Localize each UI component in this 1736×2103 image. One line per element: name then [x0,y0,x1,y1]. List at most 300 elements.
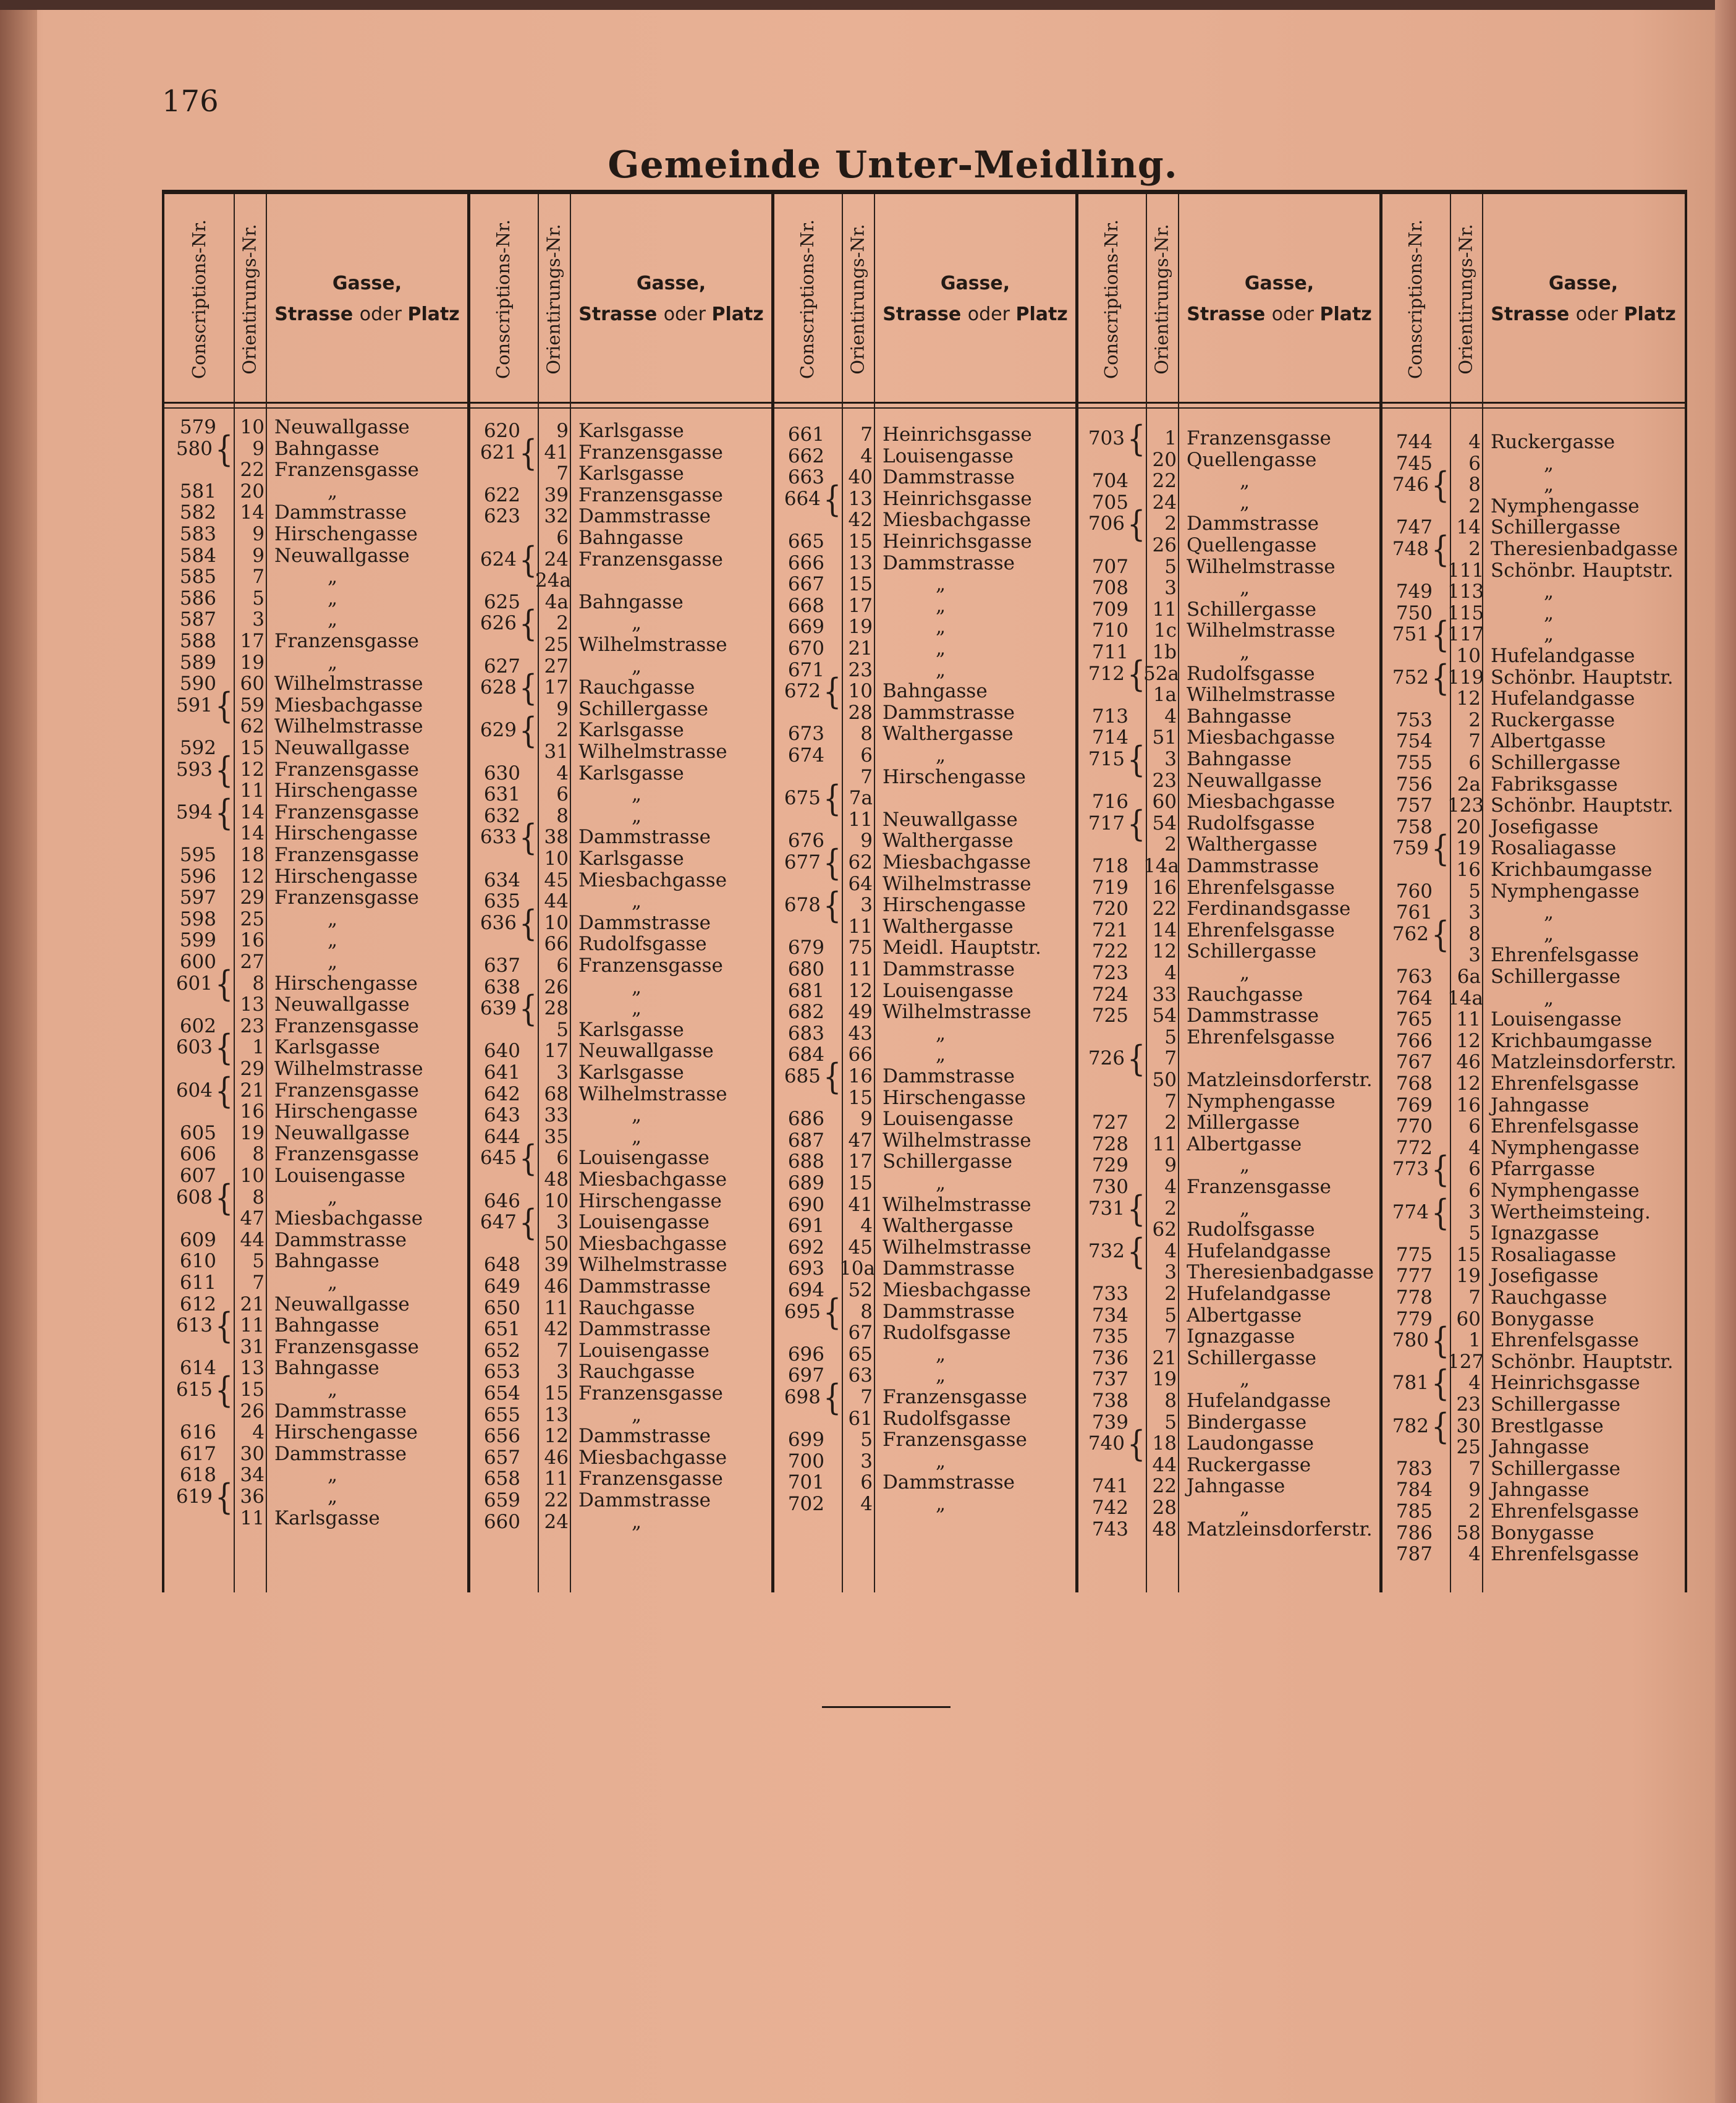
street-name: „ [936,637,946,660]
column-divider [1146,194,1147,1592]
street-name: Franzensgasse [274,886,419,909]
orientation-number: 63 [848,1364,873,1387]
street-name: Nymphengasse [1187,1090,1336,1113]
orientation-number: 8 [252,972,265,995]
orientation-number: 127 [1447,1350,1484,1373]
orientation-number: 50 [1152,1069,1177,1091]
orientation-number: 11 [848,958,873,980]
street-name: Jahngasse [1491,1094,1590,1116]
street-name: Schillergasse [1491,516,1620,539]
orientation-number: 62 [240,715,265,738]
table-row [773,1493,1077,1515]
brace-glyph: { [1431,528,1450,570]
table-row [1077,1455,1381,1476]
orientation-number: 50 [544,1232,569,1255]
conscription-number: 665 [787,530,824,553]
table-row [164,481,468,502]
conscription-number: 752 [1392,666,1429,689]
street-name: Dammstrasse [578,1275,711,1298]
table-row [468,741,773,762]
conscription-number: 786 [1395,1521,1433,1544]
table-row [164,673,468,694]
street-name: Franzensgasse [578,1468,723,1490]
orientation-number: 45 [848,1236,873,1259]
table-row [468,1361,773,1382]
street-name: Louisengasse [578,1147,709,1170]
orientation-number: 5 [1164,1411,1177,1434]
conscription-number: 769 [1395,1094,1433,1116]
header-platz: Platz [1015,304,1068,325]
header-street [570,198,773,401]
orientation-number: 113 [1447,580,1484,603]
table-row [1077,1519,1381,1540]
street-name: Franzensgasse [578,1382,723,1404]
table-row [773,884,1077,926]
street-name: Hirschengasse [578,1189,722,1212]
conscription-number: 708 [1091,577,1128,600]
conscription-number: 603 [176,1036,213,1059]
header-street [1178,198,1381,401]
conscription-number: 715 [1088,748,1125,770]
orientation-number: 8 [1468,474,1481,496]
conscription-number: 741 [1091,1475,1128,1498]
conscription-number: 678 [784,894,821,917]
header-street [266,198,468,401]
orientation-number: 2 [1164,1283,1177,1305]
brace-glyph: { [1431,613,1450,656]
table-row [773,446,1077,467]
brace-glyph: { [215,962,234,1005]
conscription-number: 664 [784,487,821,510]
orientation-number: 6 [1468,1179,1481,1202]
brace-glyph: { [1127,1230,1146,1272]
conscription-number: 625 [483,590,520,613]
table-row [1381,988,1685,1009]
street-name: „ [936,658,946,681]
orientation-number: 16 [1456,859,1481,881]
conscription-number: 781 [1392,1372,1429,1395]
orientation-number: 15 [848,1172,873,1194]
conscription-number: 632 [483,804,520,827]
table-row [1381,1544,1685,1565]
conscription-number: 724 [1091,983,1128,1006]
conscription-number: 699 [787,1429,824,1451]
brace-glyph: { [215,684,234,726]
street-name: Schillergasse [1491,752,1620,774]
orientation-number: 11 [240,1314,265,1337]
street-name: „ [328,951,338,973]
conscription-number: 622 [483,483,520,506]
table-row [1381,517,1685,538]
table-row [164,844,468,865]
orientation-number: 8 [252,1143,265,1166]
table-row [164,1464,468,1485]
street-name: „ [328,1272,338,1294]
table-row [773,595,1077,616]
brace-glyph: { [1431,913,1450,955]
street-name: Nymphengasse [1491,880,1640,903]
orientation-number: 21 [240,1079,265,1102]
brace-glyph: { [519,902,538,944]
table-row [773,1451,1077,1472]
conscription-number: 608 [176,1186,213,1209]
conscription-number: 611 [179,1272,216,1294]
table-row [1381,859,1685,880]
street-name: „ [328,1464,338,1487]
brace-glyph: { [215,1476,234,1518]
table-row [468,902,773,944]
table-row [164,1294,468,1315]
conscription-number: 685 [784,1065,821,1087]
block-divider [1075,194,1078,1592]
conscription-number: 679 [787,937,824,959]
orientation-number: 19 [1456,837,1481,860]
table-row [773,702,1077,723]
orientation-number: 6 [860,744,873,767]
orientation-number: 2 [1468,1500,1481,1523]
orientation-number: 17 [240,630,265,652]
header-street-line2 [274,299,460,330]
street-name: Franzensgasse [274,1143,419,1166]
table-row [164,524,468,545]
street-name: Rauchgasse [1491,1286,1607,1309]
conscription-number: 761 [1395,901,1433,924]
conscription-number: 587 [179,608,216,631]
street-name: Rauchgasse [578,1296,695,1319]
street-name: Theresienbadgasse [1187,1261,1374,1284]
conscription-number: 634 [483,869,520,891]
conscription-number: 619 [176,1485,213,1508]
orientation-number: 6 [860,1471,873,1494]
street-name: Louisengasse [1491,1008,1622,1031]
brace-glyph: { [1431,1319,1450,1361]
table-row [773,1365,1077,1386]
table-row [773,467,1077,488]
brace-glyph: { [519,666,538,708]
orientation-number: 39 [544,1254,569,1277]
orientation-number: 8 [860,1300,873,1323]
conscription-number: 706 [1088,512,1125,535]
brace-glyph: { [823,1376,842,1418]
orientation-number: 9 [1468,1479,1481,1502]
brace-glyph: { [519,816,538,859]
conscription-number: 660 [483,1510,520,1533]
orientation-number: 2 [556,612,569,635]
street-name: Bahngasse [1187,748,1292,770]
conscription-number: 754 [1395,730,1433,753]
street-name: Karlsgasse [578,1018,684,1041]
brace-glyph: { [519,538,538,580]
table-row [773,767,1077,788]
orientation-number: 18 [1152,1432,1177,1455]
table-row [468,763,773,784]
table-row [468,870,773,891]
orientation-number: 4 [1468,1543,1481,1566]
table-row [164,631,468,652]
table-row [468,634,773,655]
table-row [1077,1005,1381,1026]
street-name: „ [632,975,642,998]
orientation-number: 25 [544,634,569,656]
orientation-number: 13 [848,487,873,510]
conscription-number: 730 [1091,1176,1128,1198]
conscription-number: 638 [483,975,520,998]
conscription-number: 668 [787,594,824,617]
street-name: Franzensgasse [274,630,419,652]
conscription-number: 661 [787,423,824,446]
conscription-number: 640 [483,1040,520,1063]
conscription-number: 777 [1395,1265,1433,1288]
street-name: Schillergasse [1491,1393,1620,1416]
table-row [1381,645,1685,666]
orientation-number: 24 [544,1510,569,1533]
table-row [1381,966,1685,987]
street-name: Karlsgasse [578,848,684,870]
street-name: Miesbachgasse [578,1232,727,1255]
orientation-number: 49 [848,1001,873,1024]
conscription-number: 712 [1088,662,1125,685]
orientation-number: 119 [1447,666,1484,689]
conscription-number: 772 [1395,1136,1433,1159]
table-row [1381,496,1685,517]
orientation-number: 16 [848,1065,873,1087]
orientation-number: 47 [240,1207,265,1230]
orientation-number: 15 [544,1382,569,1404]
orientation-number: 15 [848,530,873,553]
table-row [468,987,773,1029]
street-name: Dammstrasse [274,1442,407,1465]
column-divider [570,194,571,1592]
conscription-number: 586 [179,587,216,610]
page-top-edge [0,0,1736,10]
street-name: Bahngasse [274,1250,379,1273]
table-row [1077,856,1381,877]
orientation-number: 5 [252,1250,265,1273]
table-row [468,420,773,441]
street-name: „ [1544,474,1554,496]
conscription-number: 616 [179,1421,216,1444]
orientation-number: 33 [1152,983,1177,1006]
street-name: Neuwallgasse [274,1293,410,1315]
street-name: Bonygasse [1491,1307,1594,1330]
street-name: Rosaliagasse [1491,1243,1617,1266]
orientation-number: 28 [848,701,873,724]
orientation-number: 9 [1164,1154,1177,1177]
conscription-number: 610 [179,1250,216,1273]
street-name: Schönbr. Hauptstr. [1491,1350,1674,1373]
street-name: Dammstrasse [578,1425,711,1448]
table-row [468,1233,773,1254]
conscription-number: 773 [1392,1158,1429,1181]
orientation-number: 16 [240,929,265,952]
orientation-number: 66 [848,1043,873,1066]
street-name: Dammstrasse [1187,1005,1319,1027]
street-name: „ [328,907,338,930]
street-name: Theresienbadgasse [1491,538,1678,560]
street-name: Louisengasse [883,444,1014,467]
conscription-number: 670 [787,637,824,660]
orientation-number: 2a [1457,773,1481,796]
street-name: Schillergasse [1187,598,1316,621]
table-row [773,424,1077,445]
table-row [773,1194,1077,1215]
table-row [773,509,1077,530]
conscription-number: 702 [787,1493,824,1515]
conscription-number: 647 [480,1211,517,1234]
orientation-number: 9 [556,697,569,720]
street-name: „ [1240,1154,1250,1177]
street-name: „ [936,1364,946,1387]
street-name: Ehrenfelsgasse [1491,944,1639,967]
table-row [164,909,468,930]
column-divider [1178,194,1179,1592]
table-row [1077,1369,1381,1390]
conscription-number: 757 [1395,794,1433,817]
conscription-number: 604 [176,1079,213,1102]
conscription-number: 666 [787,551,824,574]
header-platz: Platz [711,304,764,325]
street-name: Wertheimsteing. [1491,1200,1651,1223]
street-name: Louisengasse [883,1108,1014,1131]
orientation-number: 54 [1152,1005,1177,1027]
orientation-number: 6 [1468,1115,1481,1138]
street-name: „ [936,744,946,767]
book-binding [0,0,37,2103]
street-name: Franzensgasse [274,758,419,781]
table-row [773,1023,1077,1044]
street-name: Miesbachgasse [883,509,1031,532]
street-name: Ehrenfelsgasse [1187,1026,1335,1048]
brace-glyph: { [823,478,842,520]
street-name: Wilhelmstrasse [274,715,423,738]
table-row [164,588,468,609]
table-row [773,809,1077,830]
conscription-number: 605 [179,1121,216,1144]
table-row [1381,795,1685,816]
street-name: Hufelandgasse [1491,645,1635,667]
orientation-number: 9 [252,437,265,460]
conscription-number: 641 [483,1061,520,1084]
table-row [773,1322,1077,1343]
table-row [773,1258,1077,1279]
street-name: Hufelandgasse [1187,1239,1331,1262]
table-row [1381,1095,1685,1116]
conscription-number: 743 [1091,1518,1128,1540]
orientation-number: 7 [252,1272,265,1294]
conscription-number: 705 [1091,491,1128,514]
table-row [1381,431,1685,452]
header-oder: oder [1271,304,1320,325]
street-name: Heinrichsgasse [1491,1372,1640,1395]
orientation-number: 7 [1468,1457,1481,1480]
table-row [1381,1319,1685,1361]
header-strasse: Strasse [1187,304,1272,325]
street-name: Ehrenfelsgasse [1187,919,1335,941]
street-name: Dammstrasse [883,1300,1015,1323]
table-row [164,866,468,887]
orientation-number: 7 [1468,1286,1481,1309]
orientation-number: 11 [240,780,265,802]
street-name: Ehrenfelsgasse [1491,1500,1639,1523]
orientation-number: 11 [1152,598,1177,621]
orientation-number: 10 [544,1189,569,1212]
conscription-number: 639 [480,997,517,1020]
street-name: Miesbachgasse [1187,726,1336,749]
table-row [164,545,468,566]
conscription-number: 598 [179,907,216,930]
table-row [1077,620,1381,641]
street-name: Wilhelmstrasse [578,634,727,656]
street-name: Franzensgasse [274,1335,419,1358]
street-name: Franzensgasse [578,441,723,464]
conscription-number: 607 [179,1165,216,1187]
orientation-number: 13 [544,1403,569,1426]
table-row [1381,1479,1685,1500]
column-divider [842,194,843,1592]
orientation-number: 117 [1447,623,1484,646]
conscription-number: 686 [787,1108,824,1131]
brace-glyph: { [1127,652,1146,695]
conscription-number: 740 [1088,1432,1125,1455]
orientation-number: 29 [240,1058,265,1080]
orientation-number: 60 [1152,791,1177,814]
table-row [468,1019,773,1040]
orientation-number: 3 [1468,944,1481,967]
orientation-number: 1 [252,1036,265,1059]
table-row [468,1105,773,1126]
street-name: „ [1240,1368,1250,1391]
street-name: Albertgasse [1187,1132,1302,1155]
orientation-number: 6 [556,954,569,977]
conscription-number: 721 [1091,919,1128,941]
orientation-number: 4 [860,1493,873,1515]
conscription-number: 698 [784,1386,821,1408]
table-row [1077,791,1381,812]
orientation-number: 16 [1152,876,1177,899]
orientation-number: 48 [1152,1518,1177,1540]
conscription-number: 649 [483,1275,520,1298]
brace-glyph: { [519,987,538,1029]
orientation-number: 23 [1456,1393,1481,1416]
street-name: „ [1544,623,1554,646]
street-name: „ [936,1022,946,1045]
page-number: 176 [162,84,219,119]
orientation-number: 18 [240,844,265,866]
table-row [1077,1412,1381,1433]
conscription-number: 652 [483,1339,520,1362]
column-divider [538,194,539,1592]
table-row [1381,1265,1685,1286]
orientation-number: 9 [252,523,265,545]
table-row [1381,902,1685,923]
header-street-line2 [1491,299,1676,330]
orientation-number: 4a [544,590,569,613]
conscription-number: 676 [787,830,824,852]
street-name: Karlsgasse [578,462,684,485]
orientation-number: 3 [252,608,265,631]
orientation-number: 7a [849,787,873,810]
orientation-number: 23 [1152,769,1177,792]
header-oder: oder [967,304,1016,325]
conscription-number: 669 [787,616,824,639]
header-orientation-label: Orientirungs-Nr. [1151,224,1173,375]
orientation-number: 3 [1164,748,1177,770]
orientation-number: 2 [1164,1197,1177,1220]
conscription-number: 713 [1091,705,1128,728]
conscription-number: 778 [1395,1286,1433,1309]
street-name: Louisengasse [274,1165,405,1187]
street-name: „ [1544,452,1554,475]
